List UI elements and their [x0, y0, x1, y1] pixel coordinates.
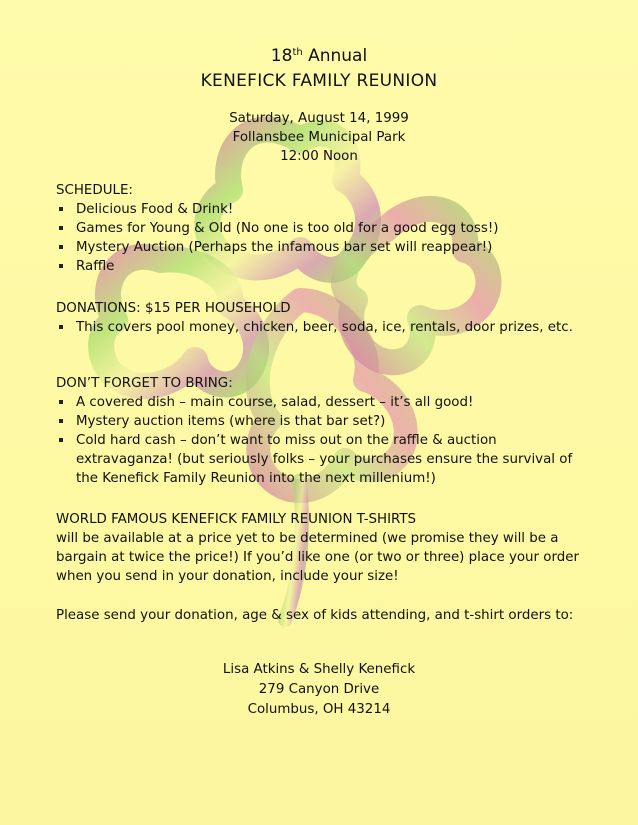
schedule-list: [56, 200, 596, 276]
event-location: Follansbee Municipal Park: [232, 130, 406, 145]
address-street: 279 Canyon Drive: [258, 682, 380, 697]
bring-section: [56, 374, 596, 488]
list-item: A covered dish – main course, salad, dessert – it’s all good!: [56, 393, 596, 412]
donations-heading: DONATIONS: $15 PER HOUSEHOLD: [56, 301, 291, 316]
tshirts-section: [56, 510, 596, 586]
event-time: 12:00 Noon: [280, 149, 358, 164]
schedule-heading: SCHEDULE:: [56, 183, 133, 198]
bring-list: [56, 393, 596, 488]
donations-list: [56, 318, 596, 337]
list-item: Games for Young & Old (No one is too old for a good egg toss!): [56, 219, 596, 238]
send-instructions: Please send your donation, age & sex of kids attending, and t-shirt orders to:: [56, 608, 574, 623]
event-date: Saturday, August 14, 1999: [229, 111, 409, 126]
annual-heading: [0, 42, 638, 67]
list-item: Raffle: [56, 257, 596, 276]
address-city: Columbus, OH 43214: [247, 702, 391, 717]
mailing-address: [0, 660, 638, 720]
page-title: KENEFICK FAMILY REUNION: [200, 71, 438, 91]
annual-label: Annual: [308, 46, 368, 66]
list-item: Cold hard cash – don’t want to miss out on the raffle & auction extravaganza! (but seriously folks – your purchases ensure the survival of the Kenefick Family Reunion into the next millenium!): [56, 431, 596, 488]
schedule-section: [56, 181, 596, 276]
ordinal-suffix: th: [292, 47, 303, 58]
tshirts-heading: WORLD FAMOUS KENEFICK FAMILY REUNION T-SHIRTS: [56, 512, 417, 527]
tshirts-body: will be available at a price yet to be determined (we promise they will be a bargain at twice the price!) If you’d like one (or two or three) place your order when you send in your donation, include your size!: [56, 531, 580, 584]
list-item: Mystery Auction (Perhaps the infamous bar set will reappear!): [56, 238, 596, 257]
address-names: Lisa Atkins & Shelly Kenefick: [222, 662, 416, 677]
ordinal-number: 18: [270, 46, 293, 66]
list-item: Mystery auction items (where is that bar set?): [56, 412, 596, 431]
event-details: [0, 109, 638, 166]
list-item: This covers pool money, chicken, beer, soda, ice, rentals, door prizes, etc.: [56, 318, 596, 337]
donations-section: [56, 299, 596, 337]
bring-heading: DON’T FORGET TO BRING:: [56, 376, 233, 391]
list-item: Delicious Food & Drink!: [56, 200, 596, 219]
